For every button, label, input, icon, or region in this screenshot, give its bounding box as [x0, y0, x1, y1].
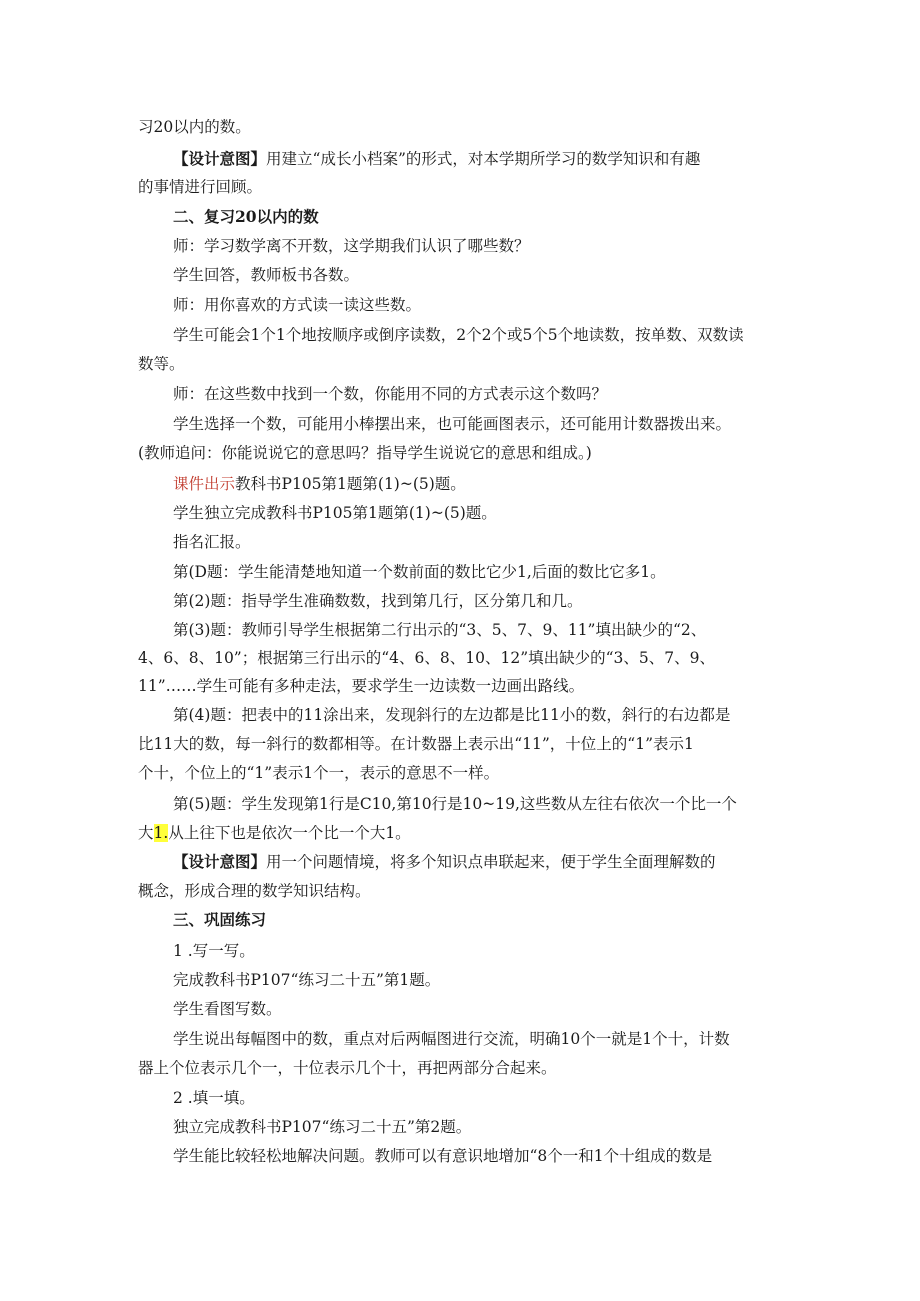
text-line: 师：用你喜欢的方式读一读这些数。	[173, 296, 422, 314]
text-line: 第(4)题：把表中的11涂出来，发现斜行的左边都是比11小的数，斜行的右边都是	[173, 706, 731, 724]
text-line: 学生选择一个数，可能用小棒摆出来，也可能画图表示，还可能用计数器拨出来。	[173, 415, 732, 433]
text-line: (教师追问：你能说说它的意思吗？指导学生说说它的意思和组成。)	[138, 444, 592, 462]
section-heading: 二、复习20以内的数	[173, 207, 319, 226]
text-line: 第(2)题：指导学生准确数数，找到第几行，区分第几和几。	[173, 592, 583, 610]
text-line: 从上往下也是依次一个比一个大1。	[168, 824, 411, 842]
text-line: 用建立“成长小档案”的形式，对本学期所学习的数学知识和有趣	[266, 150, 701, 168]
design-intent-paragraph	[173, 851, 823, 873]
highlight-paragraph	[138, 822, 788, 844]
design-intent-label: 【设计意图】	[173, 149, 267, 168]
courseware-label: 课件出示	[173, 475, 236, 493]
text-line: 学生可能会1个1个地按顺序或倒序读数，2个2个或5个5个地读数，按单数、双数读	[173, 326, 744, 344]
text-line: 2 .填一填。	[173, 1089, 255, 1107]
design-intent-label: 【设计意图】	[173, 852, 267, 871]
text-line: 学生说出每幅图中的数，重点对后两幅图进行交流，明确10个一就是1个十，计数	[173, 1030, 730, 1048]
text-line: 独立完成教科书P107“练习二十五”第2题。	[173, 1118, 472, 1136]
text-line: 用一个问题情境，将多个知识点串联起来，便于学生全面理解数的	[266, 853, 716, 871]
text-line: 完成教科书P107“练习二十五”第1题。	[173, 971, 441, 989]
text-line: 学生能比较轻松地解决问题。教师可以有意识地增加“8个一和1个十组成的数是	[173, 1147, 713, 1165]
text-line: 第(D题：学生能清楚地知道一个数前面的数比它少1,后面的数比它多1。	[173, 563, 666, 581]
text-line: 概念，形成合理的数学知识结构。	[138, 882, 371, 900]
highlighted-text: 1.	[153, 824, 169, 842]
text-line: 第(3)题：教师引导学生根据第二行出示的“3、5、7、9、11”填出缺少的“2、	[173, 621, 707, 639]
text-line: 第(5)题：学生发现第1行是C10,第10行是10~19,这些数从左往右依次一个比一个	[173, 795, 737, 813]
section-heading: 三、巩固练习	[173, 910, 267, 929]
text-line: 学生回答，教师板书各数。	[173, 266, 360, 284]
text-line: 的事情进行回顾。	[138, 178, 263, 196]
text-line: 习20以内的数。	[138, 118, 251, 136]
text-line: 4、6、8、10”；根据第三行出示的“4、6、8、10、12”填出缺少的“3、5、7、9、	[138, 649, 715, 667]
text-line: 学生看图写数。	[173, 1000, 282, 1018]
text-line: 学生独立完成教科书P105第1题第(1)~(5)题。	[173, 504, 497, 522]
text-line: 教科书P105第1题第(1)~(5)题。	[235, 475, 466, 493]
text-line: 数等。	[138, 355, 185, 373]
text-line: 1 .写一写。	[173, 942, 255, 960]
text-line: 器上个位表示几个一，十位表示几个十，再把两部分合起来。	[138, 1059, 557, 1077]
text-line: 师：学习数学离不开数，这学期我们认识了哪些数？	[173, 237, 530, 255]
text-line: 比11大的数，每一斜行的数都相等。在计数器上表示出“11”，十位上的“1”表示1	[138, 735, 694, 753]
courseware-paragraph	[173, 473, 823, 495]
text-line: 指名汇报。	[173, 533, 251, 551]
text-line: 个十，个位上的“1”表示1个一，表示的意思不一样。	[138, 764, 500, 782]
text-line: 大	[138, 824, 154, 842]
design-intent-paragraph	[173, 148, 823, 170]
text-line: 师：在这些数中找到一个数，你能用不同的方式表示这个数吗？	[173, 385, 608, 403]
text-line: 11”……学生可能有多种走法，要求学生一边读数一边画出路线。	[138, 677, 585, 695]
